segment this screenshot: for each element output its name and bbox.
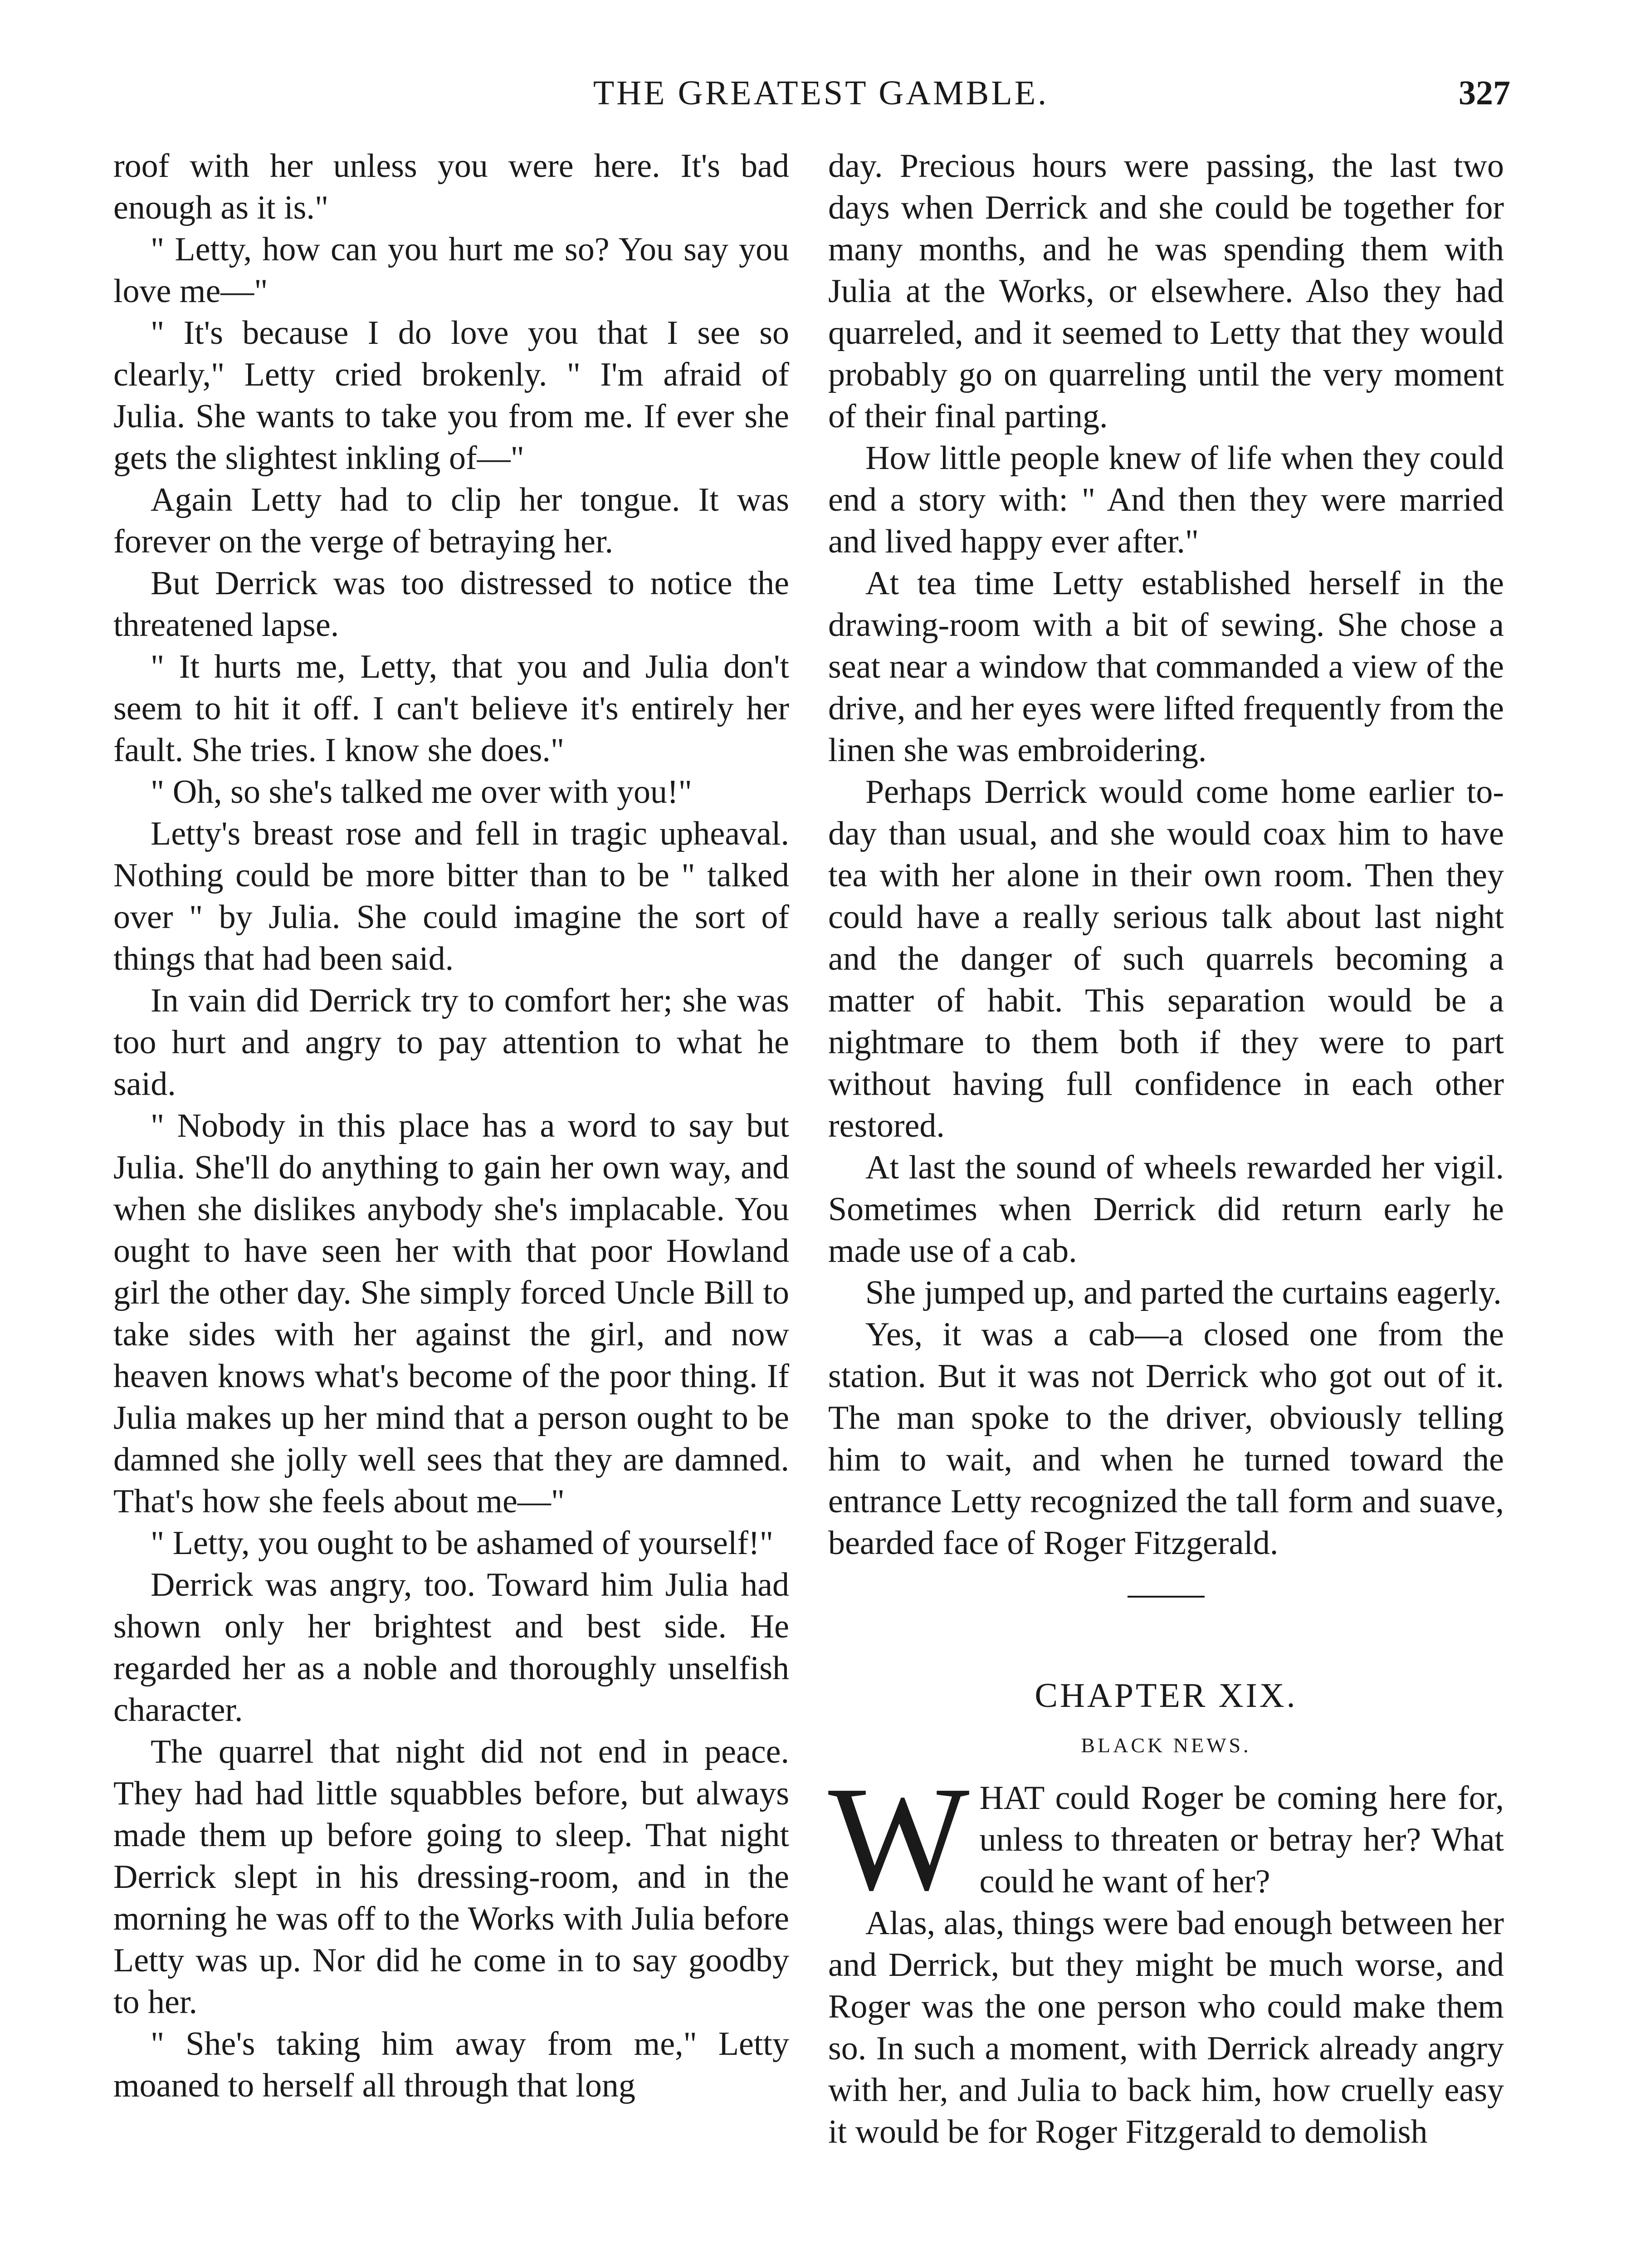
paragraph: " It hurts me, Letty, that you and Julia don't seem to hit it off. I can't believe it's entirely her fault. She tries. I know she does." bbox=[113, 648, 789, 769]
paragraph: How little people knew of life when they could end a story with: " And then they were married and lived happy ever after." bbox=[828, 440, 1504, 560]
paragraph: " It's because I do love you that I see so clearly," Letty cried brokenly. " I'm afraid of Julia. She wants to take you from me. If ever she gets the slightest inkling of—" bbox=[113, 314, 789, 477]
paragraph: She jumped up, and parted the curtains eagerly. bbox=[865, 1274, 1502, 1311]
running-title: THE GREATEST GAMBLE. bbox=[593, 74, 1049, 112]
paragraph: The quarrel that night did not end in peace. They had had little squabbles before, but always made them up before going to sleep. That night Derrick slept in his dressing-room, and in the morning he was off to the Works with Julia before Letty was up. Nor did he come in to say goodby to her. bbox=[113, 1733, 789, 2021]
paragraph: " She's taking him away from me," Letty moaned to herself all through that long bbox=[113, 2025, 789, 2104]
right-column-text bbox=[828, 145, 1504, 1564]
left-column bbox=[113, 145, 789, 2107]
opening-paragraph-text: HAT could Roger be coming here for, unless to threaten or betray her? What could he want of her? bbox=[979, 1779, 1504, 1900]
paragraph: roof with her unless you were here. It's bad enough as it is." bbox=[113, 147, 789, 226]
paragraph: day. Precious hours were passing, the last two days when Derrick and she could be together for many months, and he was spending them with Julia at the Works, or elsewhere. Also they had quarreled, and it seemed to Letty that they would probably go on quarreling until the very moment of their final parting. bbox=[828, 147, 1504, 435]
paragraph: But Derrick was too distressed to notice the threatened lapse. bbox=[113, 565, 789, 644]
chapter-subtitle: BLACK NEWS. bbox=[1081, 1734, 1251, 1757]
paragraph: Again Letty had to clip her tongue. It was forever on the verge of betraying her. bbox=[113, 481, 789, 560]
paragraph: At tea time Letty established herself in the drawing-room with a bit of sewing. She chose a seat near a window that commanded a view of the drive, and her eyes were lifted frequently from the linen she was embroidering. bbox=[828, 565, 1504, 769]
drop-cap: W bbox=[828, 1756, 970, 1921]
chapter-text bbox=[828, 1902, 1504, 2153]
chapter-opening-paragraph bbox=[828, 1756, 1504, 1921]
paragraph: " Letty, you ought to be ashamed of yourself!" bbox=[151, 1525, 773, 1562]
paragraph: Yes, it was a cab—a closed one from the station. But it was not Derrick who got out of it. The man spoke to the driver, obviously telling him to wait, and when he turned toward the entrance Letty recognized the tall form and suave, bearded face of Roger Fitzgerald. bbox=[828, 1316, 1504, 1562]
paragraph: " Nobody in this place has a word to say but Julia. She'll do anything to gain her own way, and when she dislikes anybody she's implacable. You ought to have seen her with that poor Howland girl the other day. She simply forced Uncle Bill to take sides with her against the girl, and now heaven knows what's become of the poor thing. If Julia makes up her mind that a person ought to be damned she jolly well sees that they are damned. That's how she feels about me—" bbox=[113, 1107, 789, 1520]
section-divider bbox=[1128, 1596, 1205, 1598]
running-head bbox=[0, 68, 1650, 118]
chapter-heading: CHAPTER XIX. bbox=[1035, 1677, 1298, 1715]
right-column bbox=[828, 145, 1504, 2153]
page-number: 327 bbox=[1459, 74, 1510, 112]
paragraph: " Letty, how can you hurt me so? You say you love me—" bbox=[113, 231, 789, 310]
paragraph: Derrick was angry, too. Toward him Julia had shown only her brightest and best side. He regarded her as a noble and thoroughly unselfish character. bbox=[113, 1566, 789, 1729]
paragraph: In vain did Derrick try to comfort her; she was too hurt and angry to pay attention to what he said. bbox=[113, 982, 789, 1103]
paragraph: At last the sound of wheels rewarded her vigil. Sometimes when Derrick did return early he made use of a cab. bbox=[828, 1149, 1504, 1270]
paragraph: Perhaps Derrick would come home earlier to-day than usual, and she would coax him to have tea with her alone in their own room. Then they could have a really serious talk about last night and the danger of such quarrels becoming a matter of habit. This separation would be a nightmare to them both if they were to part without having full confidence in each other restored. bbox=[828, 773, 1504, 1144]
paragraph: Alas, alas, things were bad enough between her and Derrick, but they might be much worse, and Roger was the one person who could make them so. In such a moment, with Derrick already angry with her, and Julia to back him, how cruelly easy it would be for Roger Fitzgerald to demolish bbox=[828, 1905, 1504, 2151]
paragraph: Letty's breast rose and fell in tragic upheaval. Nothing could be more bitter than to be " talked over " by Julia. She could imagine the sort of things that had been said. bbox=[113, 815, 789, 978]
paragraph: " Oh, so she's talked me over with you!" bbox=[151, 773, 692, 811]
